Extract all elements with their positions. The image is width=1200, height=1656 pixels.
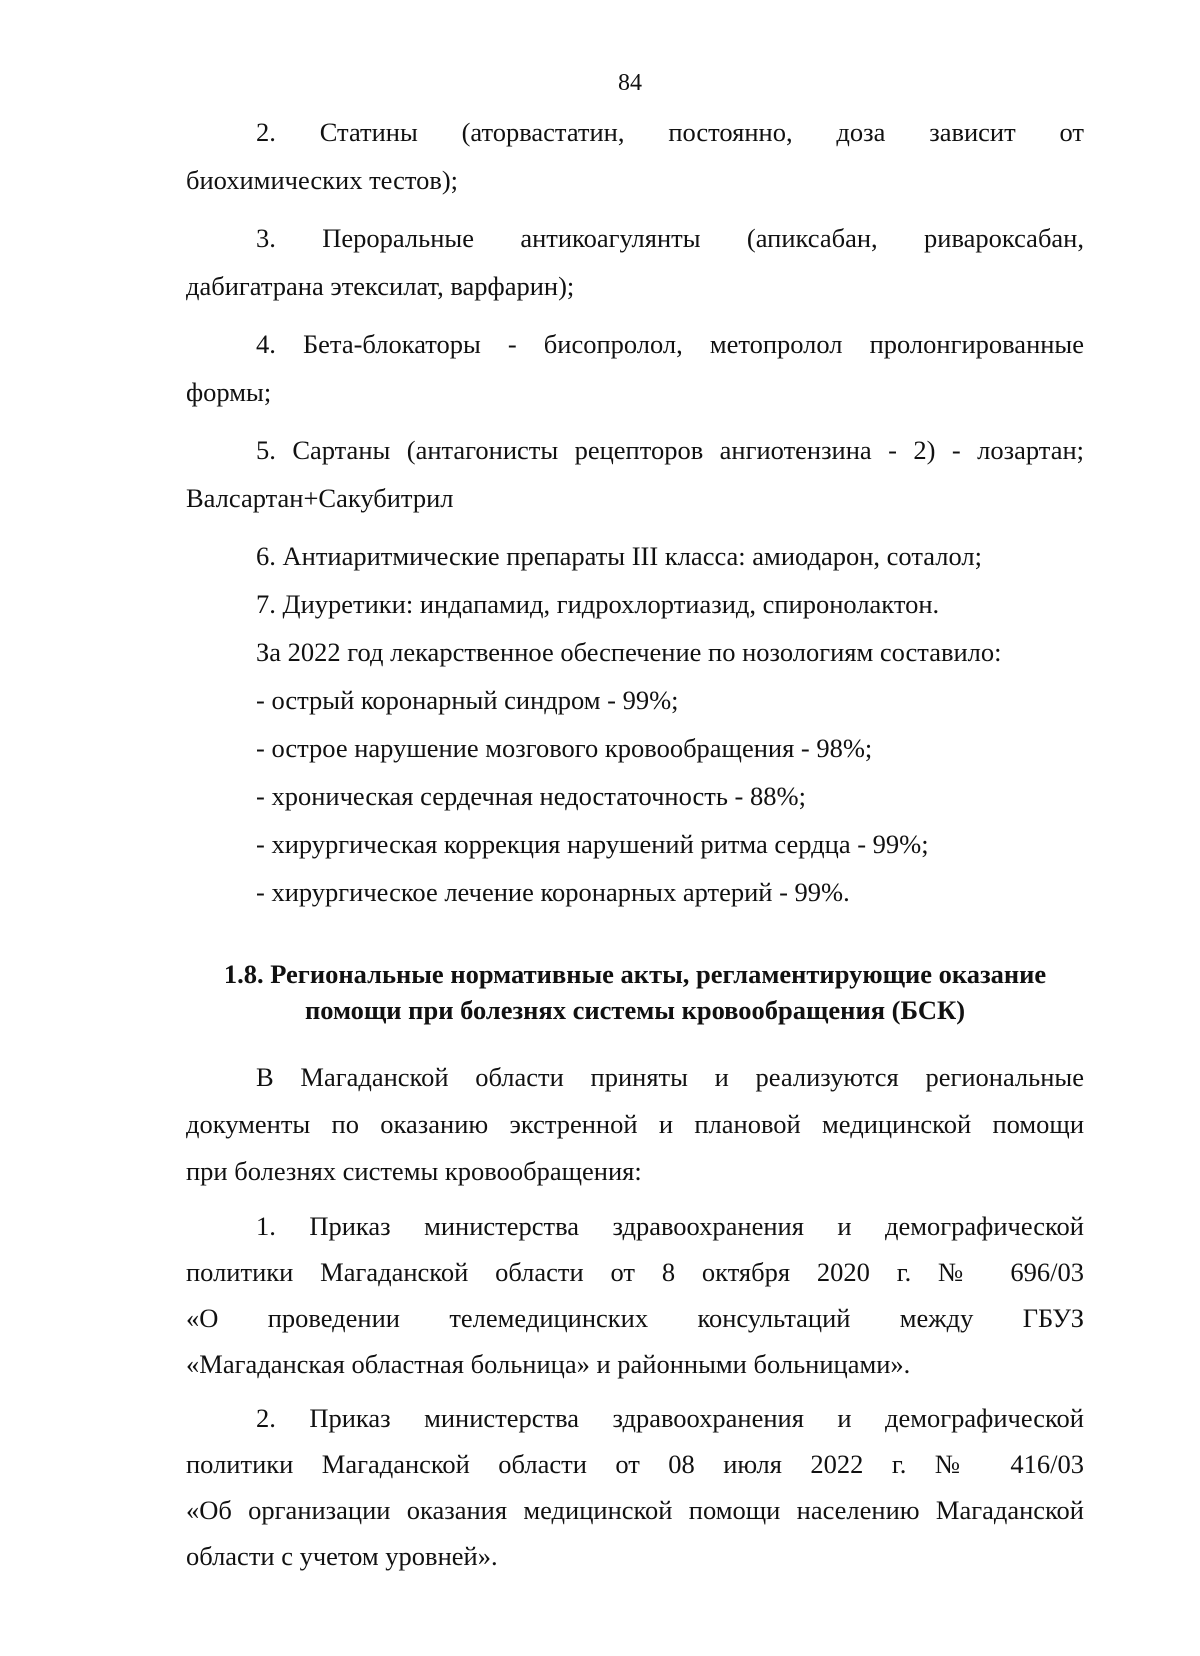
drug-item-3-line-1: 3. Пероральные антикоагулянты (апиксабан, ривароксабан, [256,223,1084,253]
drug-item-4-line-1: 4. Бета-блокаторы - бисопролол, метопролол пролонгированные [256,329,1084,359]
order-2-line-2: политики Магаданской области от 08 июля 2022 г. № 416/03 [186,1449,1084,1479]
drug-item-4 [186,320,1084,416]
drug-item-6: 6. Антиаритмические препараты III класса: амиодарон, соталол; [256,541,982,571]
section-heading-line-1: 1.8. Региональные нормативные акты, регламентирующие оказание [223,959,1047,989]
supply-intro: За 2022 год лекарственное обеспечение по нозологиям составило: [256,637,1002,667]
supply-item: - хроническая сердечная недостаточность - 88%; [256,781,806,811]
order-2-line-1: 2. Приказ министерства здравоохранения и демографической [256,1403,1084,1433]
drug-item-3 [186,214,1084,310]
drug-item-2-line-2: биохимических тестов); [186,165,459,195]
section-heading-line-2: помощи при болезнях системы кровообращения (БСК) [304,995,966,1025]
order-1-line-1: 1. Приказ министерства здравоохранения и демографической [256,1211,1084,1241]
section-intro-line-1: В Магаданской области приняты и реализуются региональные [256,1062,1084,1092]
drug-item-2-line-1: 2. Статины (аторвастатин, постоянно, доза зависит от [256,117,1084,147]
order-2-line-3: «Об организации оказания медицинской помощи населению Магаданской [186,1495,1084,1525]
section-intro [186,1054,1084,1195]
order-1 [186,1203,1084,1387]
supply-item: - хирургическая коррекция нарушений ритма сердца - 99%; [256,829,929,859]
order-2-line-4: области с учетом уровней». [186,1541,498,1571]
drug-item-5-line-2: Валсартан+Сакубитрил [186,483,454,513]
order-1-line-4: «Магаданская областная больница» и районными больницами». [186,1349,911,1379]
supply-item: - острое нарушение мозгового кровообращения - 98%; [256,733,873,763]
section-heading [186,956,1084,1028]
supply-item: - острый коронарный синдром - 99%; [256,685,679,715]
order-2 [186,1395,1084,1579]
drug-item-7: 7. Диуретики: индапамид, гидрохлортиазид, спиронолактон. [256,589,940,619]
page-content [186,108,1084,1579]
supply-item: - хирургическое лечение коронарных артерий - 99%. [256,877,850,907]
order-1-line-3: «О проведении телемедицинских консультаций между ГБУЗ [186,1303,1084,1333]
drug-item-3-line-2: дабигатрана этексилат, варфарин); [186,271,575,301]
section-intro-line-3: при болезнях системы кровообращения: [186,1156,642,1186]
drug-item-5 [186,426,1084,522]
page-number: 84 [618,70,642,96]
drug-item-4-line-2: формы; [186,377,272,407]
drug-item-5-line-1: 5. Сартаны (антагонисты рецепторов ангиотензина - 2) - лозартан; [256,435,1084,465]
drug-item-2 [186,108,1084,204]
section-intro-line-2: документы по оказанию экстренной и плановой медицинской помощи [186,1109,1084,1139]
order-1-line-2: политики Магаданской области от 8 октября 2020 г. № 696/03 [186,1257,1084,1287]
